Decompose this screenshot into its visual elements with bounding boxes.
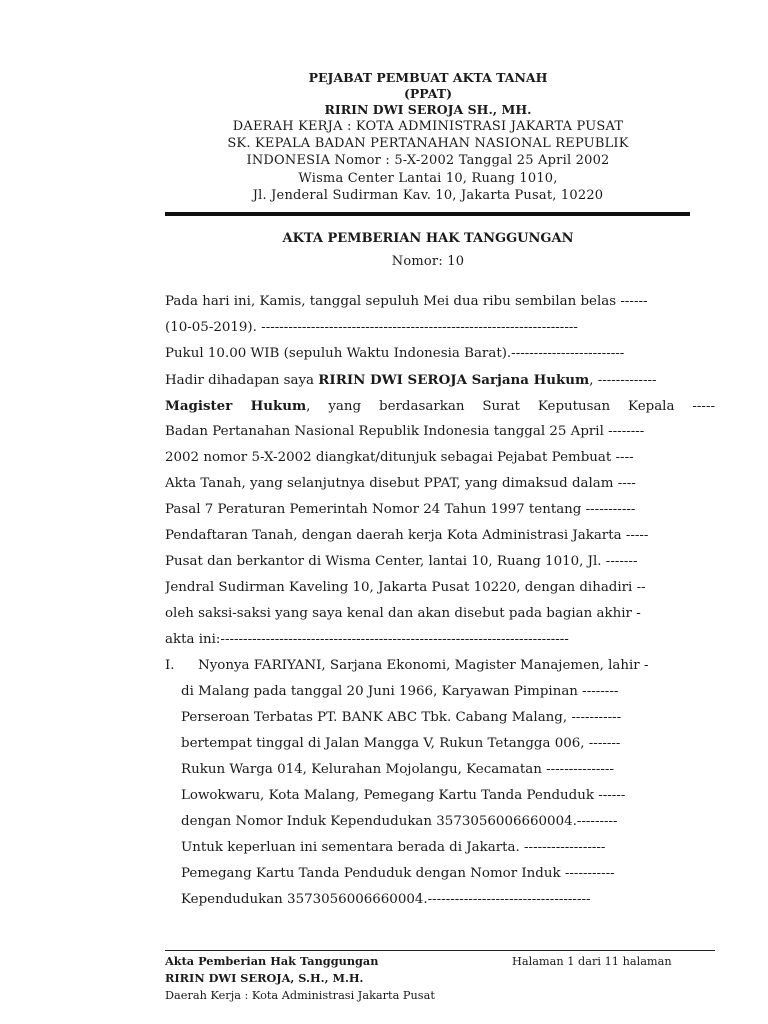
body-line: Jendral Sudirman Kaveling 10, Jakarta Pusat 10220, dengan dihadiri -- [165, 580, 646, 595]
work-region: DAERAH KERJA : KOTA ADMINISTRASI JAKARTA PUSAT [232, 119, 624, 134]
body-line: Pendaftaran Tanah, dengan daerah kerja Kota Administrasi Jakarta ----- [165, 528, 649, 543]
item-line: Untuk keperluan ini sementara berada di Jakarta. ------------------ [181, 840, 606, 855]
footer-divider [165, 950, 715, 951]
item-number: I. [165, 658, 175, 673]
item-line: Perseroan Terbatas PT. BANK ABC Tbk. Cabang Malang, ----------- [181, 710, 622, 725]
item-line: Lowokwaru, Kota Malang, Pemegang Kartu Tanda Penduduk ------ [181, 788, 626, 803]
item-line: bertempat tinggal di Jalan Mangga V, Rukun Tetangga 006, ------- [181, 736, 621, 751]
official-name: RIRIN DWI SEROJA SH., MH. [324, 102, 532, 117]
footer-page-number: Halaman 1 dari 11 halaman [512, 955, 672, 968]
deed-title: AKTA PEMBERIAN HAK TANGGUNGAN [282, 231, 574, 246]
item-line: dengan Nomor Induk Kependudukan 3573056006660004.--------- [181, 814, 618, 829]
item-line: di Malang pada tanggal 20 Juni 1966, Karyawan Pimpinan -------- [181, 684, 619, 699]
body-line: Magister Hukum, yang berdasarkan Surat Keputusan Kepala ----- [165, 398, 715, 414]
item-line: Rukun Warga 014, Kelurahan Mojolangu, Kecamatan --------------- [181, 762, 614, 777]
footer-deed-title: Akta Pemberian Hak Tanggungan [165, 954, 379, 968]
item-line: Kependudukan 3573056006660004.------------------------------------ [181, 892, 591, 907]
footer-official-name: RIRIN DWI SEROJA, S.H., M.H. [165, 971, 364, 985]
body-line: oleh saksi-saksi yang saya kenal dan akan disebut pada bagian akhir - [165, 606, 641, 621]
office-address-2: Jl. Jenderal Sudirman Kav. 10, Jakarta Pusat, 10220 [252, 188, 604, 203]
body-line: akta ini:----------------------------------------------------------------------------- [165, 632, 569, 647]
office-title: PEJABAT PEMBUAT AKTA TANAH [308, 70, 548, 85]
body-line: Pasal 7 Peraturan Pemerintah Nomor 24 Tahun 1997 tentang ----------- [165, 502, 636, 517]
body-line: Pukul 10.00 WIB (sepuluh Waktu Indonesia Barat).------------------------- [165, 346, 625, 361]
header-divider [165, 212, 690, 216]
office-abbreviation: (PPAT) [403, 86, 453, 101]
body-line: Badan Pertanahan Nasional Republik Indonesia tanggal 25 April -------- [165, 424, 645, 439]
deed-number: Nomor: 10 [391, 254, 465, 269]
footer-work-region: Daerah Kerja : Kota Administrasi Jakarta Pusat [165, 989, 435, 1002]
ppat-name: RIRIN DWI SEROJA Sarjana Hukum [318, 372, 590, 388]
office-address-1: Wisma Center Lantai 10, Ruang 1010, [298, 171, 558, 186]
item-line: Pemegang Kartu Tanda Penduduk dengan Nomor Induk ----------- [181, 866, 615, 881]
decree-line-1: SK. KEPALA BADAN PERTANAHAN NASIONAL REPUBLIK [227, 136, 629, 151]
body-line: Akta Tanah, yang selanjutnya disebut PPAT, yang dimaksud dalam ---- [165, 476, 636, 491]
body-line: Pada hari ini, Kamis, tanggal sepuluh Mei dua ribu sembilan belas ------ [165, 294, 648, 309]
body-line: (10-05-2019). ---------------------------------------------------------------------- [165, 320, 578, 335]
ppat-degree: Magister Hukum [165, 398, 307, 414]
item-line: Nyonya FARIYANI, Sarjana Ekonomi, Magister Manajemen, lahir - [198, 658, 649, 673]
body-line: 2002 nomor 5-X-2002 diangkat/ditunjuk sebagai Pejabat Pembuat ---- [165, 450, 634, 465]
decree-line-2: INDONESIA Nomor : 5-X-2002 Tanggal 25 April 2002 [246, 153, 610, 168]
body-line: Hadir dihadapan saya RIRIN DWI SEROJA Sarjana Hukum, ------------- [165, 372, 657, 388]
body-line: Pusat dan berkantor di Wisma Center, lantai 10, Ruang 1010, Jl. ------- [165, 554, 638, 569]
